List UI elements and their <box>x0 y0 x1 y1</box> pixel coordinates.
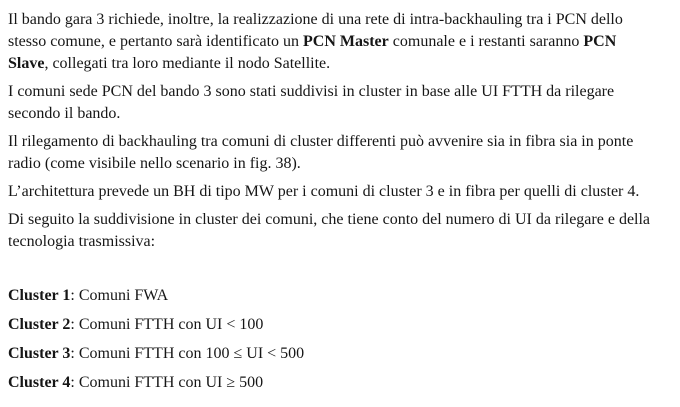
cluster-item-1 <box>8 285 660 307</box>
cluster-list <box>8 285 660 394</box>
text-run-bold-slave: Slave <box>8 55 45 72</box>
text-line <box>8 9 660 31</box>
text-run: Il rilegamento di backhauling tra comuni di cluster differenti può avvenire sia in fibra sia in ponte <box>8 133 634 150</box>
cluster-label: Cluster 4 <box>8 374 71 391</box>
text-run-bold-pcn: PCN <box>583 33 617 50</box>
text-line <box>8 103 660 125</box>
paragraph-rilegamento-backhauling <box>8 131 660 175</box>
cluster-item-3 <box>8 343 660 365</box>
paragraph-architettura <box>8 181 660 203</box>
cluster-desc: : Comuni FTTH con UI < 100 <box>70 316 264 333</box>
text-line <box>8 153 660 175</box>
text-line <box>8 209 660 231</box>
text-run-bold-pcn-master: PCN Master <box>303 33 389 50</box>
text-line <box>8 181 660 203</box>
text-run: comunale e i restanti saranno <box>388 33 584 50</box>
paragraph-intra-backhauling <box>8 9 660 75</box>
text-run: , collegati tra loro mediante il nodo Satellite. <box>44 55 331 72</box>
text-line <box>8 81 660 103</box>
text-line <box>8 53 660 75</box>
text-run: secondo il bando. <box>8 105 121 122</box>
text-run: Di seguito la suddivisione in cluster dei comuni, che tiene conto del numero di UI da rilegare e della <box>8 211 651 228</box>
text-run: L’architettura prevede un BH di tipo MW per i comuni di cluster 3 e in fibra per quelli di cluster 4. <box>8 183 640 200</box>
cluster-label: Cluster 1 <box>8 287 71 304</box>
cluster-desc: : Comuni FTTH con UI ≥ 500 <box>70 374 264 391</box>
cluster-label: Cluster 3 <box>8 345 71 362</box>
cluster-desc: : Comuni FTTH con 100 ≤ UI < 500 <box>70 345 305 362</box>
text-run: I comuni sede PCN del bando 3 sono stati suddivisi in cluster in base alle UI FTTH da rilegare <box>8 83 615 100</box>
text-line <box>8 131 660 153</box>
cluster-item-2 <box>8 314 660 336</box>
text-run: stesso comune, e pertanto sarà identificato un <box>8 33 304 50</box>
cluster-label: Cluster 2 <box>8 316 71 333</box>
paragraph-cluster-suddivisione <box>8 81 660 125</box>
text-line <box>8 231 660 253</box>
text-run: tecnologia trasmissiva: <box>8 233 156 250</box>
text-run: radio (come visibile nello scenario in fig. 38). <box>8 155 301 172</box>
cluster-item-4 <box>8 372 660 394</box>
text-run: Il bando gara 3 richiede, inoltre, la realizzazione di una rete di intra-backhauling tra i PCN dello <box>8 11 623 28</box>
cluster-desc: : Comuni FWA <box>70 287 169 304</box>
text-line <box>8 31 660 53</box>
paragraph-clusters-intro <box>8 209 660 253</box>
